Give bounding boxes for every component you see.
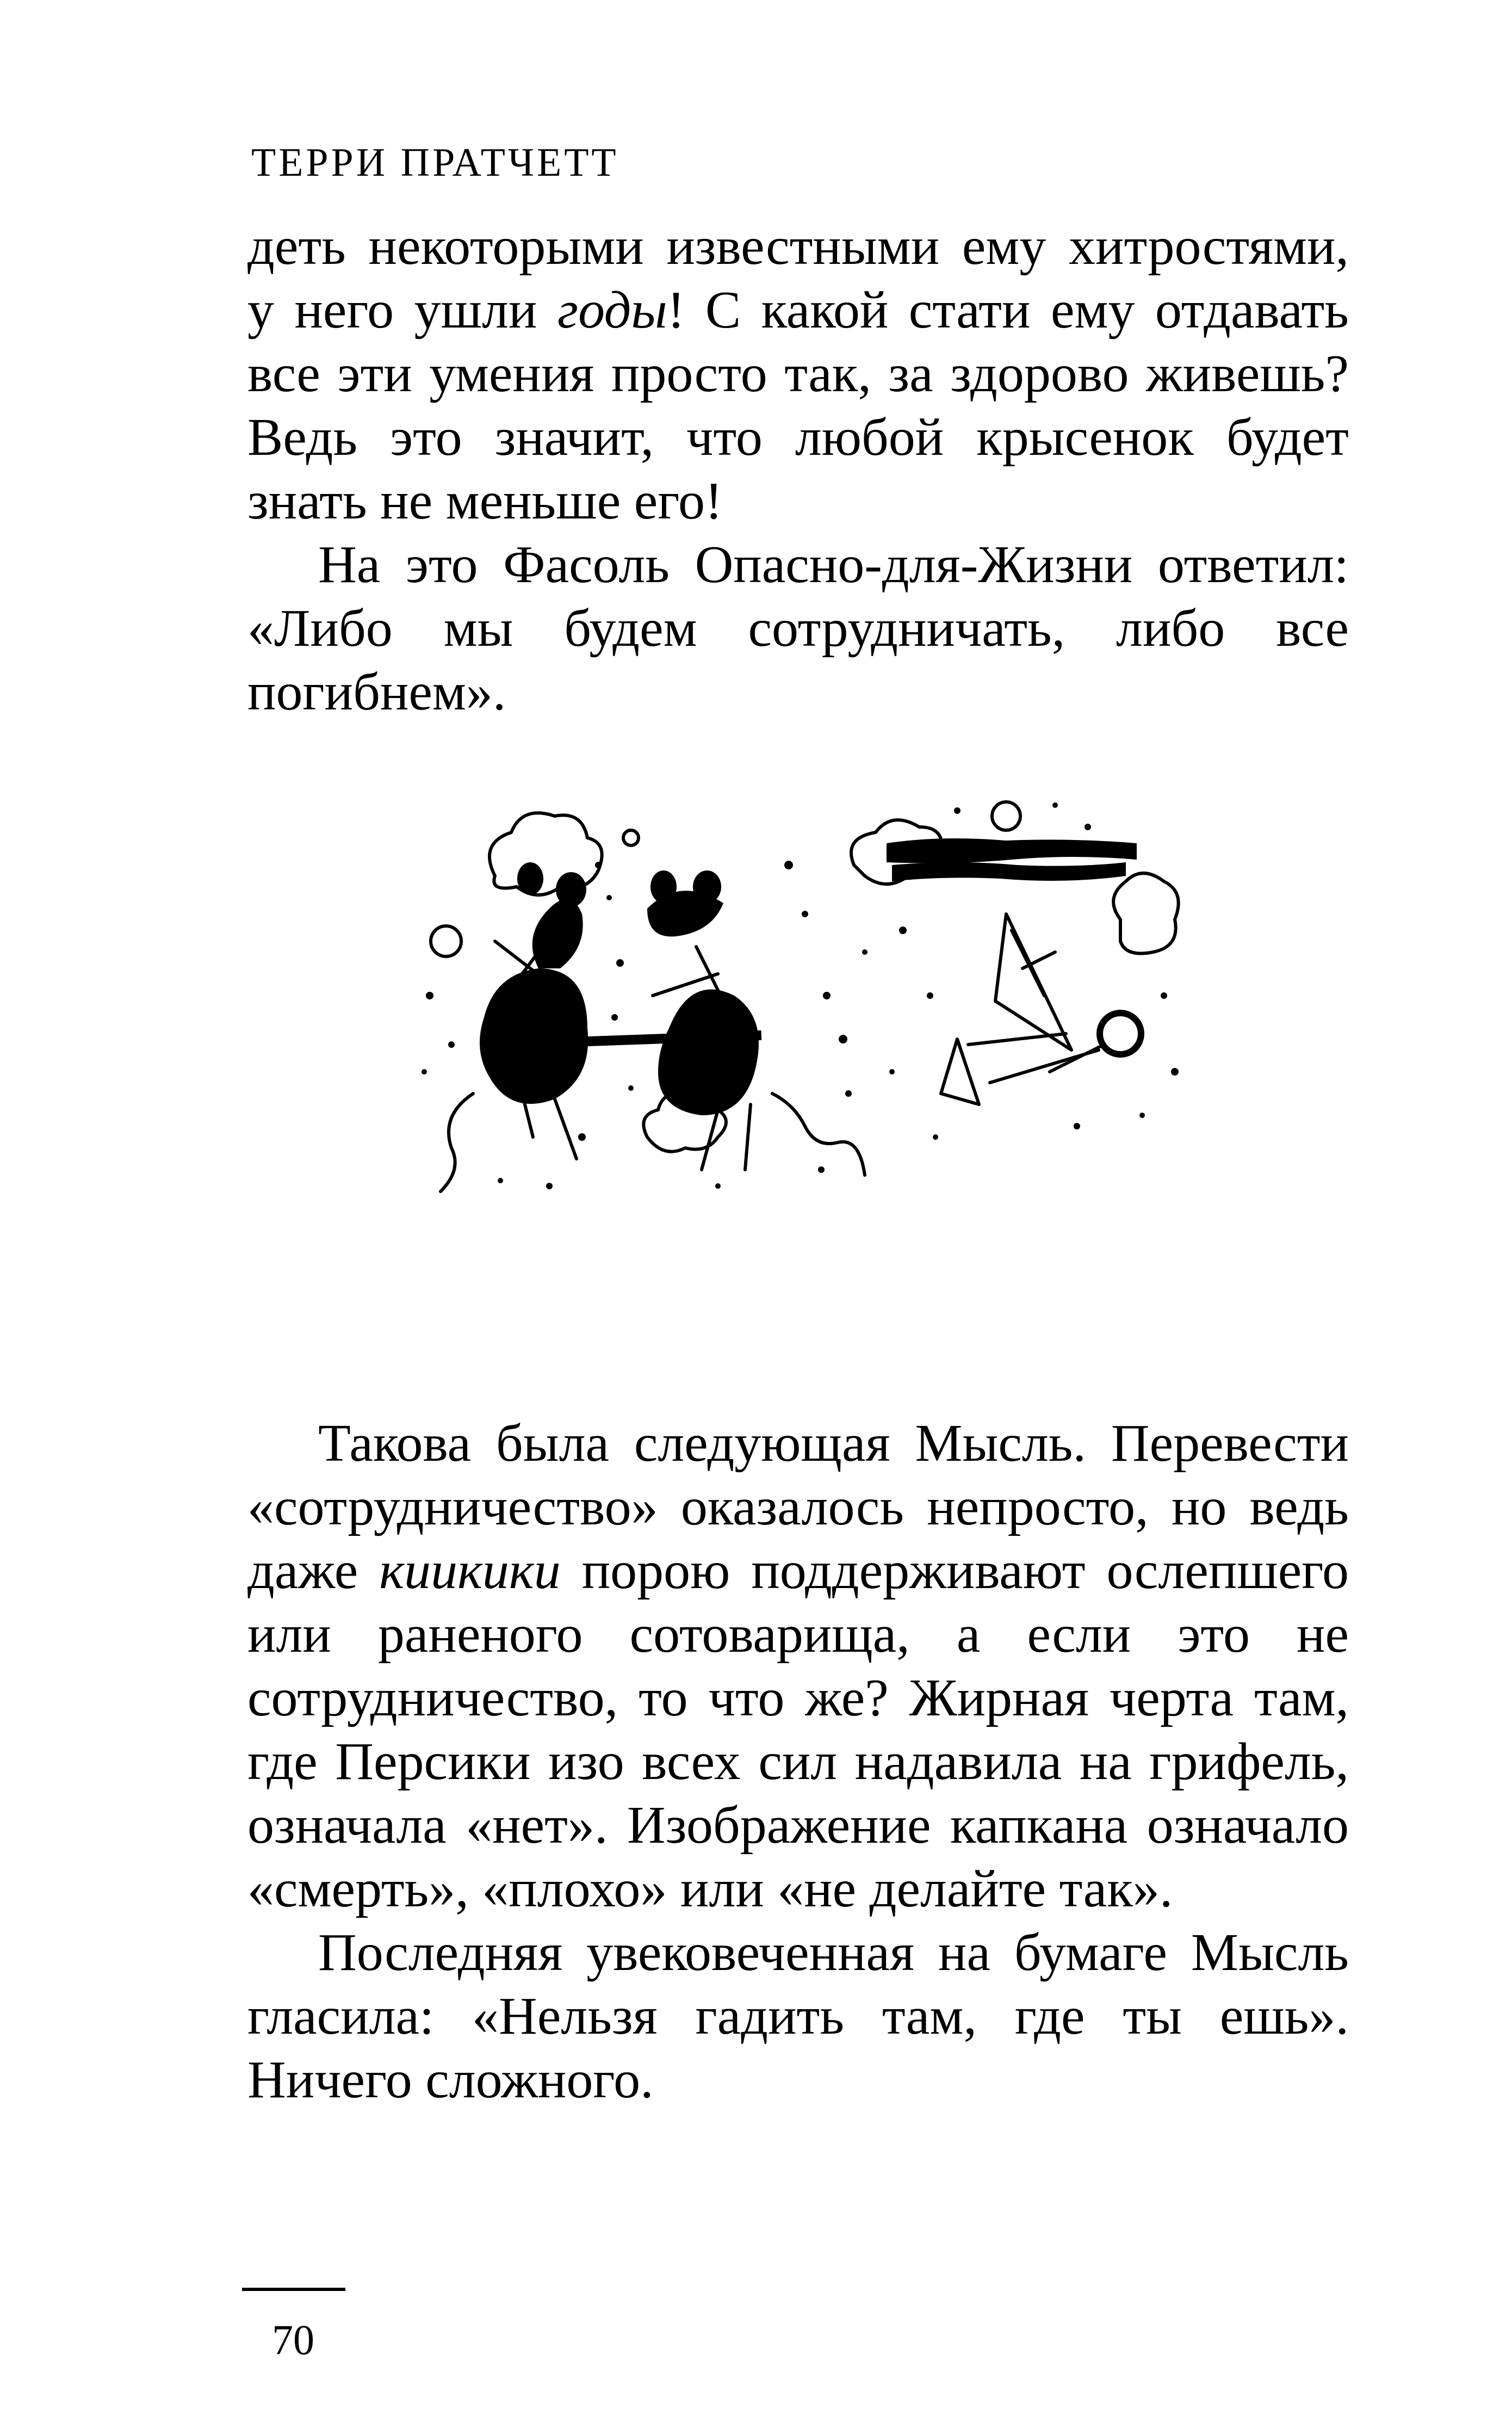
text-block-bottom: [247, 1412, 1349, 2112]
rat-left-body: [480, 968, 588, 1104]
rat-left-tail: [441, 1094, 473, 1191]
cloud-far-right: [1113, 873, 1179, 954]
trap-drawing: [941, 914, 1099, 1104]
rat-left-head: [532, 899, 583, 968]
page-number: 70: [272, 2316, 314, 2363]
paragraph-3: Такова была следующая Мысль. Перевести «сотрудничество» оказалось непросто, но ведь даже киикики порою поддерживают ослепшего или раненого сотоварища, а если это не сотрудничество, то что же? Жирная черта там, где Персики изо всех сил надавила на грифель, означала «нет». Изображение капкана означало «смерть», «плохо» или «не делайте так».: [247, 1414, 1349, 1918]
italic-word: годы: [557, 281, 667, 339]
rats-illustration: [413, 789, 1202, 1306]
rat-right-tail: [772, 1094, 865, 1175]
cloud-small-left: [431, 926, 461, 956]
footer-rule: [242, 2288, 345, 2291]
paragraph-2: На это Фасоль Опасно-для-Жизни ответил: «Либо мы будем сотрудничать, либо все погибнем».: [247, 535, 1349, 721]
trap-ring: [1100, 1013, 1141, 1054]
running-head: ТЕРРИ ПРАТЧЕТТ: [251, 140, 619, 185]
rat-right-body: [658, 990, 759, 1115]
crossed-out-bar: [887, 838, 1137, 881]
text-block-top: [247, 215, 1349, 724]
paragraph-4: Последняя увековеченная на бумаге Мысль гласила: «Нельзя гадить там, где ты ешь». Ничего сложного.: [247, 1923, 1349, 2109]
italic-word: киикики: [379, 1541, 561, 1600]
paragraph-1: деть некоторыми известными ему хитростями, у него ушли годы! С какой стати ему отдавать все эти умения просто так, за здорово живешь? Ведь это значит, что любой крысенок будет знать не меньше его!: [247, 217, 1349, 530]
